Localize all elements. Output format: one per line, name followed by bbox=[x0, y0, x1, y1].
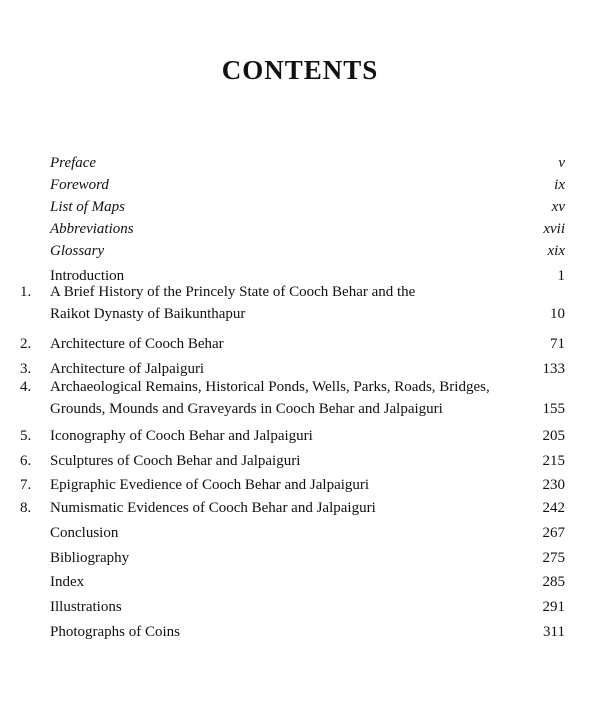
toc-entry-title-line: Photographs of Coins bbox=[50, 624, 181, 640]
toc-entry bbox=[0, 522, 600, 544]
toc-entry-title bbox=[50, 596, 520, 618]
toc-entry bbox=[0, 474, 600, 496]
toc-entry-page-number: 133 bbox=[542, 361, 565, 377]
toc-entry-title-line: Numismatic Evidences of Cooch Behar and Jalpaiguri bbox=[50, 500, 376, 516]
toc-entry bbox=[0, 571, 600, 593]
toc-entry-title-line: Abbreviations bbox=[50, 221, 134, 237]
toc-entry-page-number: 71 bbox=[550, 336, 565, 352]
toc-entry-page-number: xix bbox=[547, 243, 565, 259]
toc-entry bbox=[0, 547, 600, 569]
toc-entry-title bbox=[50, 571, 520, 593]
toc-entry-page-number: 275 bbox=[542, 550, 565, 566]
toc-entry-page-number: 155 bbox=[542, 401, 565, 417]
toc-entry-number: 8. bbox=[20, 500, 32, 516]
toc-entry-title bbox=[50, 240, 520, 262]
toc-entry-title-line: Conclusion bbox=[50, 525, 119, 541]
toc-entry-page-number: xv bbox=[551, 199, 565, 215]
toc-entry-number: 7. bbox=[20, 477, 32, 493]
toc-entry bbox=[0, 450, 600, 472]
toc-entry bbox=[0, 621, 600, 643]
toc-entry-title bbox=[50, 522, 520, 544]
toc-entry-page-number: 311 bbox=[543, 624, 565, 640]
toc-entry-title-line: Archaeological Remains, Historical Ponds, Wells, Parks, Roads, Bridges, bbox=[50, 379, 490, 395]
toc-entry-number: 4. bbox=[20, 379, 32, 395]
toc-entry-title bbox=[50, 174, 520, 196]
toc-entry-number: 6. bbox=[20, 453, 32, 469]
toc-entry-title bbox=[50, 196, 520, 218]
toc-entry-page-number: 291 bbox=[542, 599, 565, 615]
toc-entry-page-number: xvii bbox=[543, 221, 565, 237]
toc-entry-title bbox=[50, 547, 520, 569]
toc-entry-title-line: Illustrations bbox=[50, 599, 122, 615]
toc-entry-title-line: List of Maps bbox=[50, 199, 126, 215]
toc-entry bbox=[0, 596, 600, 618]
toc-entry-title-line: Raikot Dynasty of Baikunthapur bbox=[50, 306, 246, 322]
toc-entry-title-line: Architecture of Jalpaiguri bbox=[50, 361, 205, 377]
toc-entry bbox=[0, 281, 600, 325]
toc-entry-title bbox=[50, 497, 520, 519]
toc-entry-title bbox=[50, 450, 520, 472]
toc-entry-title-line: Index bbox=[50, 574, 85, 590]
toc-entry-page-number: 285 bbox=[542, 574, 565, 590]
toc-entry-title bbox=[50, 376, 520, 420]
toc-entry bbox=[0, 152, 600, 174]
toc-entry-title-line: Epigraphic Evedience of Cooch Behar and Jalpaiguri bbox=[50, 477, 370, 493]
toc-entry-page-number: 215 bbox=[542, 453, 565, 469]
toc-entry-page-number: 205 bbox=[542, 428, 565, 444]
toc-entry-title-line: Bibliography bbox=[50, 550, 130, 566]
toc-entry-title bbox=[50, 621, 520, 643]
toc-entry-number: 1. bbox=[20, 284, 32, 300]
toc-entry-page-number: 10 bbox=[550, 306, 565, 322]
toc-entry-title-line: Architecture of Cooch Behar bbox=[50, 336, 224, 352]
toc-entry-number: 3. bbox=[20, 361, 32, 377]
toc-entry-title-line: Iconography of Cooch Behar and Jalpaiguri bbox=[50, 428, 313, 444]
toc-entry-title bbox=[50, 474, 520, 496]
toc-entry-number: 2. bbox=[20, 336, 32, 352]
toc-entry-title bbox=[50, 218, 520, 240]
toc-entry-title-line: Glossary bbox=[50, 243, 105, 259]
toc-entry-title bbox=[50, 152, 520, 174]
toc-entry-title-line: Grounds, Mounds and Graveyards in Cooch Behar and Jalpaiguri bbox=[50, 401, 443, 417]
toc-entry bbox=[0, 218, 600, 240]
toc-entry-page-number: 242 bbox=[542, 500, 565, 516]
toc-entry-page-number: 1 bbox=[557, 268, 565, 284]
toc-entry bbox=[0, 196, 600, 218]
toc-entry bbox=[0, 174, 600, 196]
toc-entry bbox=[0, 376, 600, 420]
toc-entry-title-line: Introduction bbox=[50, 268, 125, 284]
toc-entry-title bbox=[50, 333, 520, 355]
page-title: CONTENTS bbox=[221, 55, 379, 85]
toc-entry-title-line: Foreword bbox=[50, 177, 109, 193]
toc-entry-title bbox=[50, 281, 520, 325]
toc-entry-page-number: 230 bbox=[542, 477, 565, 493]
toc-entry-page-number: ix bbox=[554, 177, 565, 193]
toc-entry-title-line: A Brief History of the Princely State of Cooch Behar and the bbox=[50, 284, 416, 300]
toc-entry bbox=[0, 497, 600, 519]
toc-entry-number: 5. bbox=[20, 428, 32, 444]
toc-entry-page-number: 267 bbox=[542, 525, 565, 541]
toc-entry bbox=[0, 240, 600, 262]
toc-entry bbox=[0, 333, 600, 355]
toc-entry-page-number: v bbox=[558, 155, 565, 171]
toc-entry-title-line: Preface bbox=[50, 155, 97, 171]
toc-entry bbox=[0, 425, 600, 447]
toc-entry-title-line: Sculptures of Cooch Behar and Jalpaiguri bbox=[50, 453, 301, 469]
toc-entry-title bbox=[50, 425, 520, 447]
